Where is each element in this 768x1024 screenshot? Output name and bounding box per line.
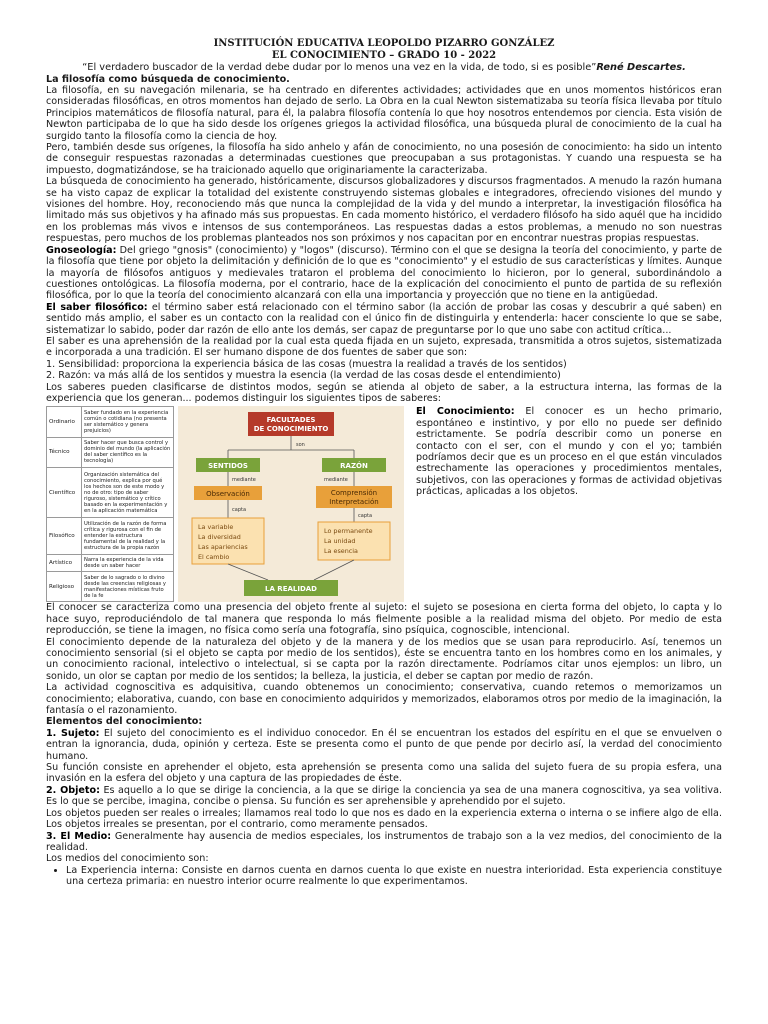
definition-text: El conocer es un hecho primario, espontáneo e instintivo, y por ello no puede ser definido estrictamente. Se podría describir como un ponerse en contacto con el ser, con el mundo y con el yo; también podríamos decir que es un proceso en el que están vinculados estrechamente las operaciones y procedimientos mentales, subjetivos, con las operaciones y formas de actividad objetivas prácticas, aplicadas a los objetos. bbox=[416, 406, 722, 498]
figure-section bbox=[46, 406, 722, 602]
table-row bbox=[47, 437, 174, 467]
table-cell-desc: Saber hacer que busca control y dominio del mundo (la aplicación del saber científico es la tecnología) bbox=[82, 437, 174, 467]
table-cell-desc: Saber fundado en la experiencia común o cotidiana (no presenta ser sistemático y genera prejuicios) bbox=[82, 407, 174, 437]
medio-paragraph bbox=[46, 831, 722, 854]
term-sujeto: 1. Sujeto: bbox=[46, 727, 100, 739]
paragraph: La filosofía, en su navegación milenaria, se ha centrado en diferentes actividades; actividades que en unos momentos históricos eran consideradas filosóficas, en otros momentos han dejado de serlo. La Obra en la cual Newton sistematizaba su teoría física llevaba por título Principios matemáticos de filosofía natural, para él, la palabra filosofía contenía lo que hoy nosotros entendemos por ciencia. Esta visión de Newton participaba de lo que ha sido desde los orígenes griegos la actividad filosófica, una búsqueda plural de conocimiento de la cual ha surgido tanto la filosofía como la ciencia de hoy. bbox=[46, 85, 722, 142]
diagram-label-capta: capta bbox=[232, 507, 247, 514]
paragraph: Su función consiste en aprehender el objeto, esta aprehensión se presenta como una salida del sujeto fuera de su propia esfera, una invasión en la esfera del objeto y una captura de las propiedades de éste. bbox=[46, 762, 722, 785]
table-row bbox=[47, 572, 174, 602]
paragraph: La actividad cognoscitiva es adquisitiva, cuando obtenemos un conocimiento; conservativa, cuando retemos o memorizamos un conocimiento; elaborativa, cuando, con base en conocimiento adquiridos y memorizados, elaboramos otros por medio de la imaginación, la fantasía o el razonamiento. bbox=[46, 682, 722, 717]
diagram-right-item: Lo permanente bbox=[324, 527, 373, 536]
paragraph: Los saberes pueden clasificarse de distintos modos, según se atienda al objeto de saber, a la estructura interna, las formas de la experiencia que los generan... podemos distinguir los siguientes tipos de saberes: bbox=[46, 381, 722, 404]
diagram-right-item: La esencia bbox=[324, 547, 358, 556]
diagram-label-capta: capta bbox=[358, 513, 373, 520]
quote-author: René Descartes. bbox=[596, 62, 686, 73]
gnoseologia-paragraph bbox=[46, 245, 722, 302]
table-cell-type: Religioso bbox=[47, 572, 82, 602]
diagram-left-item: Las apariencias bbox=[198, 543, 248, 552]
diagram-top-line-1: FACULTADES bbox=[266, 416, 316, 425]
sujeto-paragraph bbox=[46, 728, 722, 762]
diagram-label-mediante: mediante bbox=[232, 477, 256, 484]
faculties-diagram bbox=[178, 406, 404, 602]
paragraph: Los medios del conocimiento son: bbox=[46, 853, 209, 865]
epigraph-quote bbox=[46, 62, 722, 74]
table-cell-type: Técnico bbox=[47, 437, 82, 467]
term-gnoseologia: Gnoseología: bbox=[46, 244, 117, 256]
definition-text: Del griego "gnosis" (conocimiento) y "logos" (discurso). Término con el que se designa la teoría del conocimiento, y parte de la filosofía que tiene por objeto la delimitación y definición de lo que es "conocimiento" y el estudio de sus características y límites. Aunque la mayoría de filósofos antiguos y medievales trataron el problema del conocimiento lo hicieron, por lo general, subordinándolo a cuestiones ontológicas. La filosofía moderna, por el contrario, hace de la explicación del conocimiento el punto de partida de su reflexión filosófica, por lo que la teoría del conocimiento alcanzará con ella una importancia y proyección que no tiene en la antigüedad. bbox=[46, 244, 722, 302]
table-cell-desc: Narra la experiencia de la vida desde un saber hacer bbox=[82, 555, 174, 572]
medios-list bbox=[46, 865, 722, 888]
objeto-paragraph bbox=[46, 785, 722, 808]
section-title: Elementos del conocimiento: bbox=[46, 716, 203, 728]
table-cell-type: Artístico bbox=[47, 555, 82, 572]
term-saber: El saber filosófico: bbox=[46, 301, 148, 313]
source-item: 2. Razón: va más allá de los sentidos y muestra la esencia (la verdad de las cosas desde el entendimiento) bbox=[46, 370, 561, 382]
source-item: 1. Sensibilidad: proporciona la experiencia básica de las cosas (muestra la realidad a través de los sentidos) bbox=[46, 358, 567, 370]
table-cell-desc: Saber de lo sagrado o lo divino desde las creencias religiosas y manifestaciones místicas fruto de la fe bbox=[82, 572, 174, 602]
table-row bbox=[47, 518, 174, 555]
diagram-left-item: La diversidad bbox=[198, 533, 241, 542]
table-cell-desc: Utilización de la razón de forma crítica y rigurosa con el fin de entender la estructura fundamental de la realidad y la estructura de la propia razón bbox=[82, 518, 174, 555]
table-cell-desc: Organización sistemática del conocimiento, explica por qué los hechos son de este modo y no de otro: tipo de saber riguroso, sistemático y crítico basado en la experimentación y en la aplicación matemática bbox=[82, 467, 174, 517]
definition-text: Generalmente hay ausencia de medios especiales, los instrumentos de trabajo son a la vez medios, del conocimiento de la realidad. bbox=[46, 830, 723, 853]
diagram-interpretacion: Interpretación bbox=[329, 498, 379, 507]
diagram-razon: RAZÓN bbox=[340, 462, 368, 471]
table-row bbox=[47, 467, 174, 517]
figures bbox=[46, 406, 406, 602]
paragraph: El conocer se caracteriza como una presencia del objeto frente al sujeto: el sujeto se posesiona en cierta forma del objeto, lo capta y lo hace suyo, reproduciéndolo de tal manera que responda lo más fielmente posible a la realidad misma del objeto. Por medio de esta reproducción, se tiene la imagen, no física como sería una fotografía, sino psíquica, cognoscible, intencional. bbox=[46, 602, 722, 637]
section-title: La filosofía como búsqueda de conocimiento. bbox=[46, 73, 290, 85]
definition-text: Es aquello a lo que se dirige la conciencia, a la que se dirige la conciencia ya sea de una manera cognoscitiva, ya sea volitiva. Es lo que se percibe, imagina, concibe o piensa. Su función es ser aprehensible y aprehendido por el sujeto. bbox=[46, 784, 722, 808]
diagram-left-item: La variable bbox=[198, 523, 234, 532]
conocimiento-column bbox=[416, 406, 722, 602]
conocimiento-paragraph bbox=[416, 406, 722, 497]
paragraph: El saber es una aprehensión de la realidad por la cual esta queda fijada en un sujeto, expresada, transmitida a otros sujetos, sistematizada e incorporada a una tradición. El ser humano dispone de dos fuentes de saber que son: bbox=[46, 335, 722, 359]
term-conocimiento: El Conocimiento: bbox=[416, 406, 515, 418]
definition-text: el término saber está relacionado con el término sabor (la acción de probar las cosas y descubrir a qué saben) en sentido más amplio, el saber es un contacto con la realidad con el único fin de distinguirla y entenderla: hacer consciente lo que se sabe, sistematizar lo sabido, poder dar razón de ello ante los demás, ser capaz de preguntarse por lo que uno sabe con actitud crítica... bbox=[46, 301, 722, 336]
document-subtitle: EL CONOCIMIENTO – GRADO 10 - 2022 bbox=[271, 50, 497, 61]
term-objeto: 2. Objeto: bbox=[46, 784, 100, 796]
definition-text: El sujeto del conocimiento es el individuo conocedor. En él se encuentran los estados del espíritu en el que se envuelven o entran la ignorancia, duda, opinión y certeza. Este se presenta como el punto de que pende por decirlo así, la verdad del conocimiento humano. bbox=[46, 727, 722, 762]
diagram-right-item: La unidad bbox=[324, 537, 356, 546]
diagram-top-line-2: DE CONOCIMIENTO bbox=[253, 425, 329, 434]
knowledge-types-table bbox=[46, 406, 174, 602]
institution-title: INSTITUCIÓN EDUCATIVA LEOPOLDO PIZARRO GONZÁLEZ bbox=[213, 38, 555, 49]
diagram-label-mediante: mediante bbox=[324, 477, 348, 484]
diagram-label-son: son bbox=[296, 442, 305, 449]
paragraph: La búsqueda de conocimiento ha generado, históricamente, discursos globalizadores y discursos fragmentados. A menudo la razón humana se ha visto capaz de explicar la totalidad del existente construyendo sistemas globales e integradores, ofreciendo visiones del mundo y visiones del hombre. Hoy, reconociendo más que nunca la complejidad de la vida y del mundo a interpretar, la investigación filosófica ha limitado más sus objetivos y ha afinado más sus propuestas. En cada momento histórico, el verdadero filósofo ha sido aquél que ha incidido en los problemas más vivos e intensos de sus contemporáneos. Las respuestas dadas a estos problemas, a menudo no son nuestras respuestas, pero muchos de los problemas planteados nos son próximos y nos capacitan por en encontrar nuestras propias respuestas. bbox=[46, 176, 722, 245]
diagram-comprension: Comprensión bbox=[330, 489, 378, 498]
diagram-sentidos: SENTIDOS bbox=[208, 462, 248, 471]
diagram-realidad: LA REALIDAD bbox=[264, 585, 318, 594]
table-cell-type: Filosófico bbox=[47, 518, 82, 555]
quote-text: “El verdadero buscador de la verdad debe dudar por lo menos una vez en la vida, de todo, si es posible” bbox=[82, 62, 597, 73]
table-row bbox=[47, 555, 174, 572]
diagram-left-item: El cambio bbox=[198, 553, 230, 562]
diagram-observacion: Observación bbox=[206, 490, 250, 499]
paragraph: Pero, también desde sus orígenes, la filosofía ha sido anhelo y afán de conocimiento, no una posesión de conocimiento: ha sido un intento de conseguir respuestas razonadas a determinadas cuestiones que preocupaban a sus protagonistas. Y cuando una respuesta se ha impuesto, dogmatizándose, se ha traicionado aquello que originariamente la caracterizaba. bbox=[46, 142, 722, 176]
table-row bbox=[47, 407, 174, 437]
table-cell-type: Ordinario bbox=[47, 407, 82, 437]
saber-paragraph bbox=[46, 302, 722, 336]
list-item: • La Experiencia interna: Consiste en darnos cuenta en darnos cuenta lo que existe en nuestra interioridad. Esta experiencia constituye una certeza primaria: en nuestro interior ocurre realmente lo que experimentamos. bbox=[66, 865, 722, 888]
term-medio: 3. El Medio: bbox=[46, 830, 112, 842]
paragraph: Los objetos pueden ser reales o irreales; llamamos real todo lo que nos es dado en la experiencia externa o interna o se infiere algo de ella. Los objetos irreales se presentan, por el contrario, como meramente pensados. bbox=[46, 807, 722, 831]
table-cell-type: Científico bbox=[47, 467, 82, 517]
paragraph: El conocimiento depende de la naturaleza del objeto y de la manera y de los medios que se usan para reproducirlo. Así, tenemos un conocimiento sensorial (si el objeto se capta por medio de los sentidos), éste se encuentra tanto en los hombres como en los animales, y un conocimiento racional, intelectivo o intelectual, si se capta por la razón directamente. Podríamos citar unos ejemplos: un libro, un sonido, un olor se captan por medio de los sentidos; la belleza, la justicia, el deber se captan por medio de razón. bbox=[46, 636, 722, 682]
